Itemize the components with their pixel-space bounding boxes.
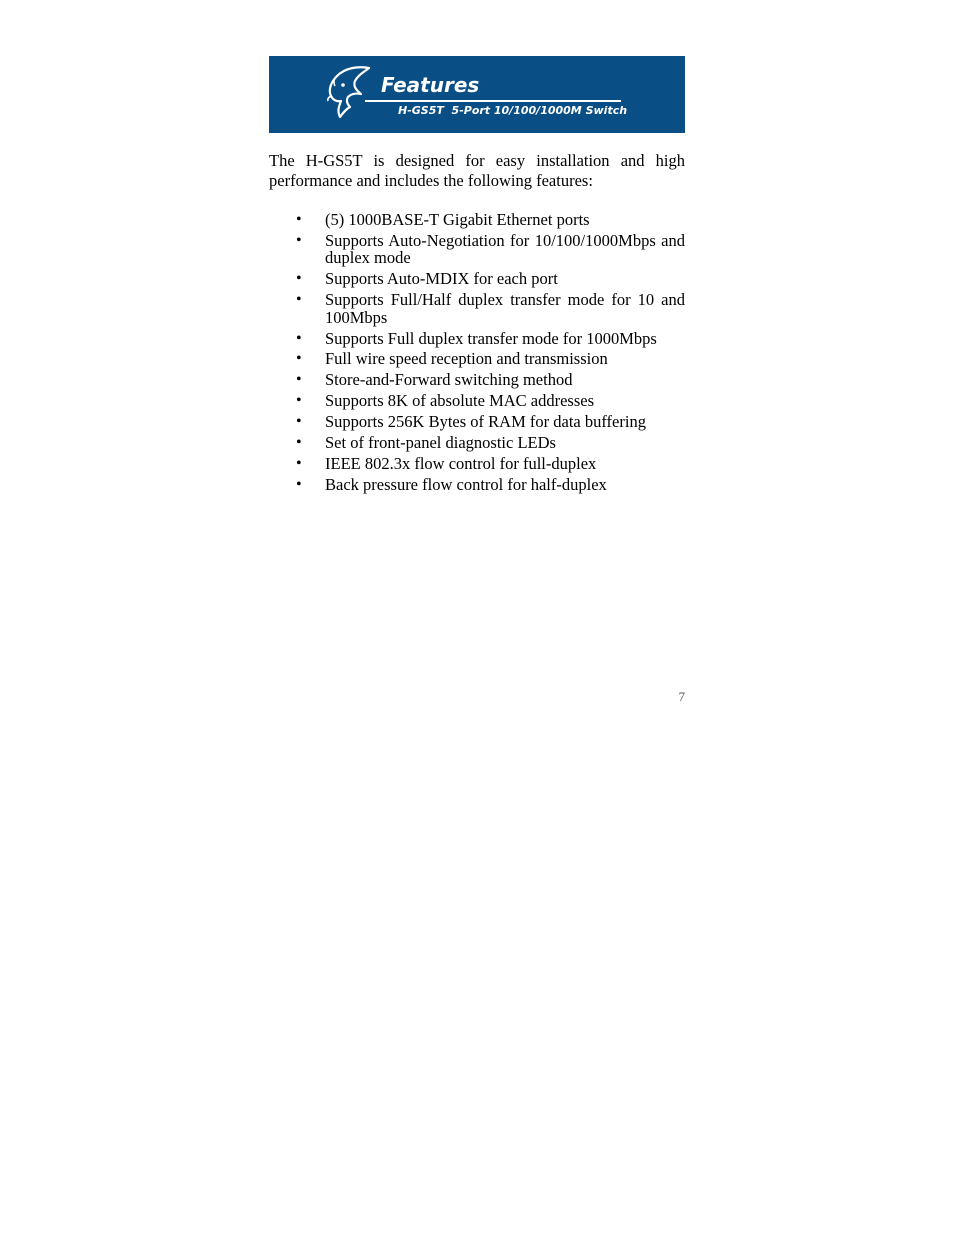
bullet-icon: •	[296, 329, 302, 347]
feature-item	[269, 211, 685, 229]
feature-item	[269, 392, 685, 410]
feature-text: IEEE 802.3x flow control for full-duplex	[325, 453, 597, 473]
bullet-icon: •	[296, 291, 302, 309]
feature-item	[269, 330, 685, 348]
banner-divider	[365, 100, 621, 102]
feature-text: Set of front-panel diagnostic LEDs	[325, 433, 556, 453]
banner-title: Features	[381, 73, 480, 97]
feature-item	[269, 371, 685, 389]
feature-item	[269, 413, 685, 431]
document-page	[269, 56, 685, 497]
feature-text: Full wire speed reception and transmission	[325, 349, 608, 369]
bullet-icon: •	[296, 211, 302, 228]
feature-item	[269, 434, 685, 452]
feature-list	[269, 211, 685, 493]
bullet-icon: •	[296, 350, 302, 368]
feature-text: Supports Full duplex transfer mode for 1000Mbps	[325, 328, 657, 348]
bullet-icon: •	[296, 270, 302, 288]
intro-paragraph: The H-GS5T is designed for easy installation and high performance and includes the following features:	[269, 151, 685, 190]
feature-text: Store-and-Forward switching method	[325, 370, 573, 390]
bullet-icon: •	[296, 392, 302, 410]
feature-text: Supports Full/Half duplex transfer mode for 10 and 100Mbps	[325, 290, 685, 327]
feature-item	[269, 350, 685, 368]
bullet-icon: •	[296, 454, 302, 472]
bullet-icon: •	[296, 413, 302, 431]
bullet-icon: •	[296, 371, 302, 389]
feature-text: (5) 1000BASE-T Gigabit Ethernet ports	[325, 210, 590, 229]
feature-item	[269, 232, 685, 267]
features-banner	[269, 56, 685, 133]
feature-text: Supports 256K Bytes of RAM for data buffering	[325, 412, 646, 432]
page-number: 7	[678, 689, 685, 704]
feature-text: Back pressure flow control for half-duplex	[325, 474, 607, 494]
feature-text: Supports Auto-MDIX for each port	[325, 269, 558, 289]
feature-text: Supports Auto-Negotiation for 10/100/1000Mbps and duplex mode	[325, 230, 685, 268]
bullet-icon: •	[296, 231, 302, 249]
feature-item	[269, 291, 685, 326]
bullet-icon: •	[296, 434, 302, 452]
feature-item	[269, 270, 685, 288]
feature-text: Supports 8K of absolute MAC addresses	[325, 391, 595, 411]
feature-item	[269, 476, 685, 494]
bullet-icon: •	[296, 475, 302, 493]
banner-subtitle: H-GS5T 5-Port 10/100/1000M Switch	[398, 104, 628, 117]
eagle-head-icon	[323, 64, 371, 122]
feature-item	[269, 455, 685, 473]
